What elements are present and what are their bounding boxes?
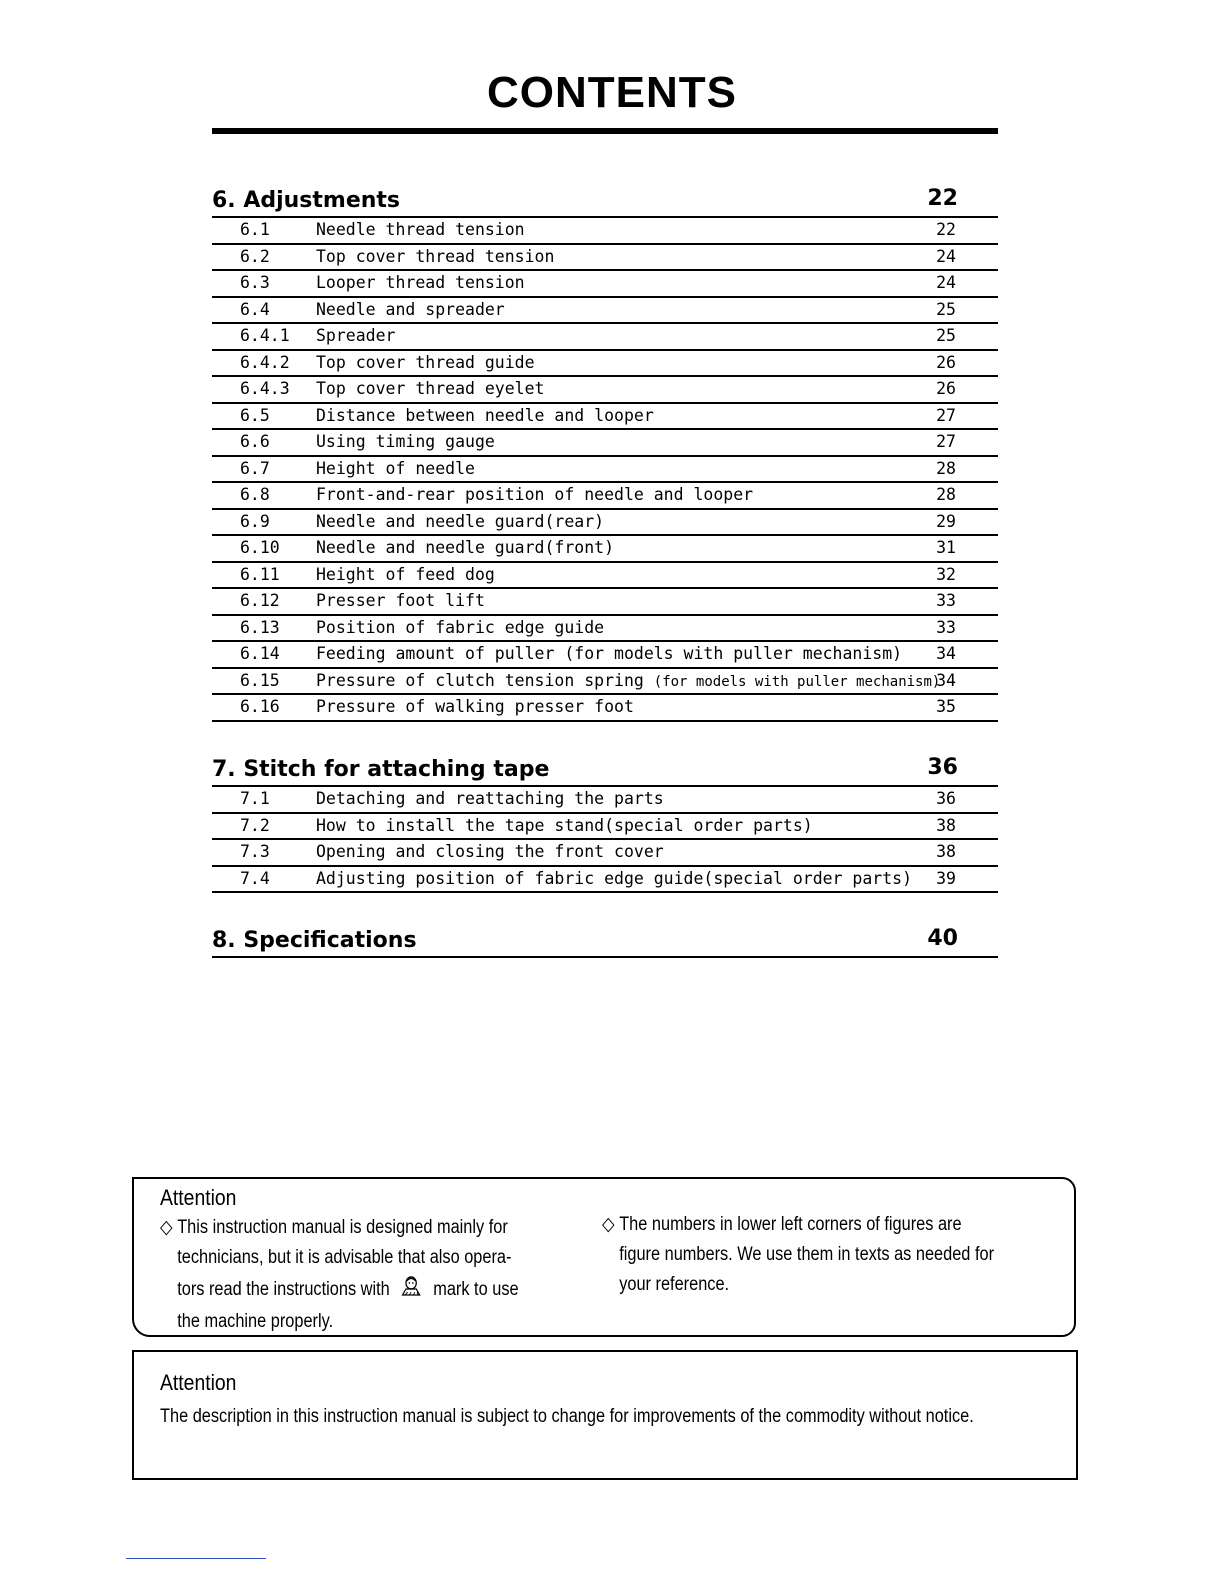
entry-number: 6.1 xyxy=(240,220,270,239)
toc-entry[interactable] xyxy=(212,814,998,841)
entry-number: 6.16 xyxy=(240,697,280,716)
attention-box-1 xyxy=(132,1177,1076,1337)
entry-title xyxy=(316,816,813,835)
section-title: 8. Specifications xyxy=(212,928,417,953)
toc-section xyxy=(212,753,998,893)
section-page-number: 22 xyxy=(927,186,958,211)
entry-number: 6.6 xyxy=(240,432,270,451)
entry-page-number: 33 xyxy=(936,591,956,610)
entry-number: 6.14 xyxy=(240,644,280,663)
toc-entry[interactable] xyxy=(212,510,998,537)
entry-title-text: Pressure of clutch tension spring xyxy=(316,670,644,690)
entry-title xyxy=(316,591,485,610)
entry-page-number: 26 xyxy=(936,352,956,372)
entry-page-number: 29 xyxy=(936,511,956,531)
attention-line: The numbers in lower left corners of figures are xyxy=(619,1214,962,1235)
section-page-number: 36 xyxy=(927,755,958,780)
entry-title-text: Height of feed dog xyxy=(316,564,495,584)
entry-title xyxy=(316,789,664,808)
toc-entry[interactable] xyxy=(212,867,998,894)
entry-page-number: 26 xyxy=(936,379,956,398)
attention-box-2 xyxy=(132,1350,1078,1480)
toc-entry[interactable] xyxy=(212,483,998,510)
entry-page-number: 25 xyxy=(936,299,956,319)
attention-line: tors read the instructions with xyxy=(177,1279,390,1301)
attention-text: The description in this instruction manual is subject to change for improvements of the commodity without notice. xyxy=(160,1406,974,1427)
toc-section xyxy=(212,184,998,722)
attention-right-column xyxy=(602,1210,994,1300)
entry-page-number: 27 xyxy=(936,432,956,451)
entry-number: 6.5 xyxy=(240,405,270,425)
entry-title xyxy=(316,220,525,239)
entry-title-text: Needle and spreader xyxy=(316,299,505,319)
entry-page-number: 36 xyxy=(936,789,956,808)
entry-title xyxy=(316,869,912,888)
entry-title xyxy=(316,512,604,531)
entry-title xyxy=(316,432,495,451)
entry-title-text: Needle and needle guard(front) xyxy=(316,538,615,557)
attention-line: figure numbers. We use them in texts as needed for xyxy=(619,1244,995,1265)
entry-title-text: Top cover thread tension xyxy=(316,246,555,266)
entry-title xyxy=(316,644,902,663)
entry-page-number: 28 xyxy=(936,458,956,478)
entry-page-number: 34 xyxy=(936,644,956,663)
entry-number: 6.11 xyxy=(240,564,280,584)
entry-title-text: Spreader xyxy=(316,326,396,345)
toc-entry[interactable] xyxy=(212,840,998,867)
entry-title-text: Detaching and reattaching the parts xyxy=(316,789,664,808)
entry-title-text: Opening and closing the front cover xyxy=(316,842,664,861)
entry-page-number: 38 xyxy=(936,815,956,835)
diamond-bullet-icon: ◇ xyxy=(160,1217,173,1238)
entry-title-note: (for models with puller mechanism) xyxy=(653,673,941,690)
toc-entry[interactable] xyxy=(212,563,998,590)
entry-title xyxy=(316,485,753,504)
page-title: CONTENTS xyxy=(487,68,737,117)
attention-line: technicians, but it is advisable that also opera- xyxy=(177,1247,512,1268)
title-rule xyxy=(212,128,998,134)
entry-page-number: 24 xyxy=(936,246,956,266)
entry-title xyxy=(316,538,614,557)
entry-number: 6.4.1 xyxy=(240,326,290,345)
attention-line: This instruction manual is designed mainly for xyxy=(177,1217,508,1238)
section-heading[interactable] xyxy=(212,924,998,958)
entry-title-text: Front-and-rear position of needle and looper xyxy=(316,485,754,504)
attention-line: the machine properly. xyxy=(177,1311,334,1332)
entry-number: 7.2 xyxy=(240,815,270,835)
toc-entry[interactable] xyxy=(212,377,998,404)
entry-number: 6.9 xyxy=(240,511,270,531)
toc-entry[interactable] xyxy=(212,324,998,351)
entry-number: 6.3 xyxy=(240,273,270,292)
toc-entry[interactable] xyxy=(212,271,998,298)
toc-entry[interactable] xyxy=(212,589,998,616)
toc-entry[interactable] xyxy=(212,218,998,245)
entry-title xyxy=(316,459,475,478)
attention-line: mark to use xyxy=(433,1279,519,1301)
entry-title-text: Pressure of walking presser foot xyxy=(316,697,634,716)
toc-entry[interactable] xyxy=(212,642,998,669)
attention-line: your reference. xyxy=(619,1274,730,1295)
entry-title-text: Distance between needle and looper xyxy=(316,405,654,425)
attention-title: Attention xyxy=(160,1370,237,1395)
attention-title: Attention xyxy=(160,1185,237,1210)
toc-entry[interactable] xyxy=(212,245,998,272)
toc-entry[interactable] xyxy=(212,351,998,378)
entry-title-text: Height of needle xyxy=(316,458,475,478)
entry-title xyxy=(316,326,395,345)
entry-title-text: Adjusting position of fabric edge guide(special order parts) xyxy=(316,868,913,888)
entry-title-text: Needle and needle guard(rear) xyxy=(316,511,605,531)
diamond-bullet-icon: ◇ xyxy=(602,1214,615,1235)
toc-entry[interactable] xyxy=(212,536,998,563)
entry-page-number: 27 xyxy=(936,405,956,425)
entry-title xyxy=(316,565,495,584)
entry-number: 6.4.2 xyxy=(240,352,290,372)
section-heading[interactable] xyxy=(212,184,998,218)
entry-number: 6.7 xyxy=(240,458,270,478)
entry-page-number: 33 xyxy=(936,617,956,637)
entry-page-number: 32 xyxy=(936,564,956,584)
entry-page-number: 24 xyxy=(936,273,956,292)
entry-title-text: Presser foot lift xyxy=(316,591,485,610)
entry-title xyxy=(316,379,544,398)
entry-title xyxy=(316,406,654,425)
entry-title xyxy=(316,842,664,861)
toc-entry[interactable] xyxy=(212,616,998,643)
entry-number: 6.2 xyxy=(240,246,270,266)
entry-title-text: Using timing gauge xyxy=(316,432,495,451)
section-title: 7. Stitch for attaching tape xyxy=(212,757,550,782)
entry-number: 7.4 xyxy=(240,868,270,888)
entry-title xyxy=(316,697,634,716)
entry-title-text: Position of fabric edge guide xyxy=(316,617,605,637)
entry-page-number: 31 xyxy=(936,538,956,557)
toc-entry[interactable] xyxy=(212,298,998,325)
entry-page-number: 22 xyxy=(936,220,956,239)
entry-number: 6.15 xyxy=(240,670,280,690)
entry-number: 7.1 xyxy=(240,789,270,808)
section-page-number: 40 xyxy=(927,926,958,951)
footer-rule xyxy=(126,1558,266,1559)
toc-entry[interactable] xyxy=(212,669,998,696)
section-heading[interactable] xyxy=(212,753,998,787)
entry-page-number: 34 xyxy=(936,670,956,690)
entry-page-number: 39 xyxy=(936,868,956,888)
entry-title-text: Feeding amount of puller (for models with puller mechanism) xyxy=(316,644,903,663)
attention-left-column xyxy=(160,1213,519,1337)
entry-page-number: 25 xyxy=(936,326,956,345)
operator-mark-icon xyxy=(399,1273,423,1307)
entry-number: 6.4 xyxy=(240,299,270,319)
entry-title-text: How to install the tape stand(special order parts) xyxy=(316,815,813,835)
entry-number: 6.12 xyxy=(240,591,280,610)
entry-page-number: 35 xyxy=(936,697,956,716)
toc-entry[interactable] xyxy=(212,787,998,814)
toc-entry[interactable] xyxy=(212,457,998,484)
entry-title-text: Top cover thread guide xyxy=(316,352,535,372)
entry-page-number: 28 xyxy=(936,485,956,504)
entry-title xyxy=(316,247,554,266)
entry-title xyxy=(316,353,535,372)
entry-title-text: Needle thread tension xyxy=(316,220,525,239)
entry-number: 6.4.3 xyxy=(240,379,290,398)
entry-page-number: 38 xyxy=(936,842,956,861)
toc-entry[interactable] xyxy=(212,695,998,722)
entry-title xyxy=(316,300,505,319)
toc-entry[interactable] xyxy=(212,430,998,457)
entry-number: 7.3 xyxy=(240,842,270,861)
entry-title xyxy=(316,671,940,690)
entry-number: 6.10 xyxy=(240,538,280,557)
entry-title-text: Looper thread tension xyxy=(316,273,525,292)
toc-section xyxy=(212,924,998,958)
entry-title xyxy=(316,273,525,292)
entry-number: 6.8 xyxy=(240,485,270,504)
entry-title xyxy=(316,618,604,637)
toc-entry[interactable] xyxy=(212,404,998,431)
section-title: 6. Adjustments xyxy=(212,188,401,213)
entry-number: 6.13 xyxy=(240,617,280,637)
entry-title-text: Top cover thread eyelet xyxy=(316,379,545,398)
